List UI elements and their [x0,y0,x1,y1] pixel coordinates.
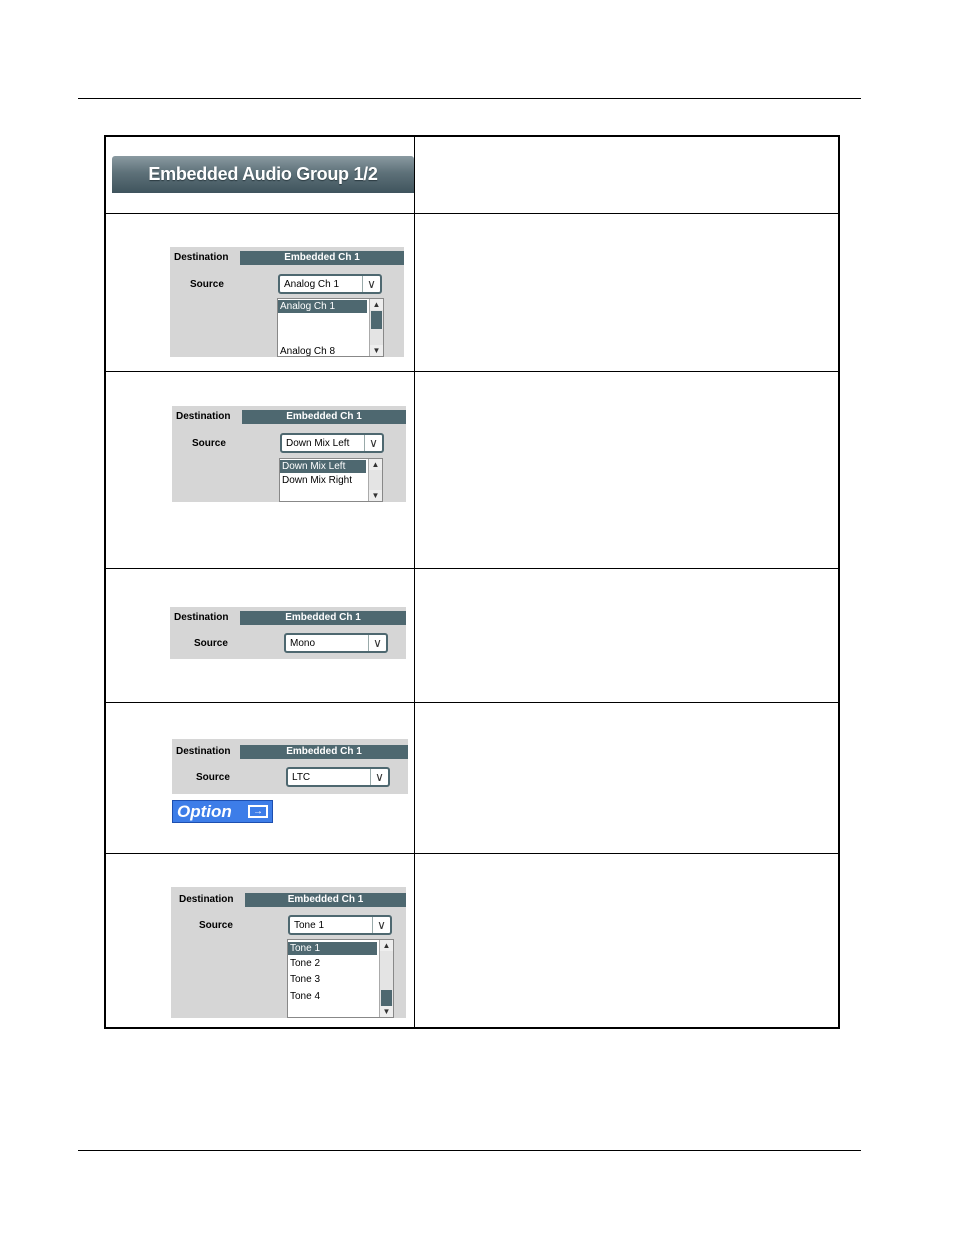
scroll-down-icon[interactable]: ▼ [370,345,383,356]
source-select[interactable] [280,433,384,453]
scrollbar[interactable] [369,299,383,356]
embedded-audio-group-banner[interactable]: Embedded Audio Group 1/2 [112,156,414,193]
list-item[interactable]: Tone 3 [290,974,321,985]
source-select[interactable] [286,767,390,787]
scrollbar[interactable] [368,459,382,501]
row-divider [106,568,838,569]
source-select[interactable] [278,274,382,294]
source-label: Source [199,920,233,931]
destination-value: Embedded Ch 1 [240,251,404,265]
arrow-right-icon: → [248,805,268,818]
row-divider [106,702,838,703]
source-label: Source [190,279,224,290]
scroll-thumb[interactable] [371,311,382,329]
destination-label: Destination [176,411,231,422]
list-item[interactable]: Analog Ch 1 [278,300,367,313]
chevron-down-icon[interactable]: ∨ [362,276,380,292]
chevron-down-icon[interactable]: ∨ [368,635,386,651]
source-select-value: Analog Ch 1 [284,279,340,290]
destination-value: Embedded Ch 1 [240,745,408,759]
control-panel-tone [171,887,406,1018]
row-divider [106,371,838,372]
row-divider [106,853,838,854]
chevron-down-icon[interactable]: ∨ [372,917,390,933]
control-panel-ltc [172,739,408,794]
header-rule [78,98,861,99]
destination-value: Embedded Ch 1 [245,893,406,907]
scroll-up-icon[interactable]: ▲ [380,940,393,951]
list-item[interactable]: Tone 4 [290,991,321,1002]
option-label: Option [177,802,232,821]
source-select-value: LTC [292,772,311,783]
scroll-up-icon[interactable]: ▲ [369,459,382,470]
scroll-down-icon[interactable]: ▼ [380,1006,393,1017]
chevron-down-icon[interactable]: ∨ [364,435,382,451]
source-select-value: Down Mix Left [286,438,350,449]
source-select[interactable] [288,915,392,935]
list-item[interactable]: Analog Ch 8 [280,346,336,357]
source-select-value: Mono [290,638,316,649]
settings-table [104,135,840,1029]
option-badge[interactable] [172,800,273,823]
destination-label: Destination [179,894,234,905]
destination-label: Destination [174,612,229,623]
list-item[interactable]: Down Mix Right [282,475,353,486]
row-divider [106,213,838,214]
list-item[interactable]: Tone 1 [288,942,377,955]
scrollbar[interactable] [379,940,393,1017]
chevron-down-icon[interactable]: ∨ [370,769,388,785]
source-label: Source [196,772,230,783]
source-select-value: Tone 1 [294,920,325,931]
footer-rule [78,1150,861,1151]
destination-value: Embedded Ch 1 [242,410,406,424]
source-label: Source [192,438,226,449]
scroll-up-icon[interactable]: ▲ [370,299,383,310]
list-item[interactable]: Tone 2 [290,958,321,969]
destination-label: Destination [174,252,229,263]
control-panel-analog [170,247,404,357]
source-dropdown-list[interactable] [277,298,384,357]
destination-value: Embedded Ch 1 [240,611,406,625]
source-dropdown-list[interactable] [287,939,394,1018]
column-divider [414,137,415,1027]
control-panel-mono [170,607,406,659]
destination-label: Destination [176,746,231,757]
source-select[interactable] [284,633,388,653]
source-label: Source [194,638,228,649]
control-panel-downmix [172,406,406,502]
source-dropdown-list[interactable] [279,458,383,502]
scroll-down-icon[interactable]: ▼ [369,490,382,501]
list-item[interactable]: Down Mix Left [280,460,366,473]
